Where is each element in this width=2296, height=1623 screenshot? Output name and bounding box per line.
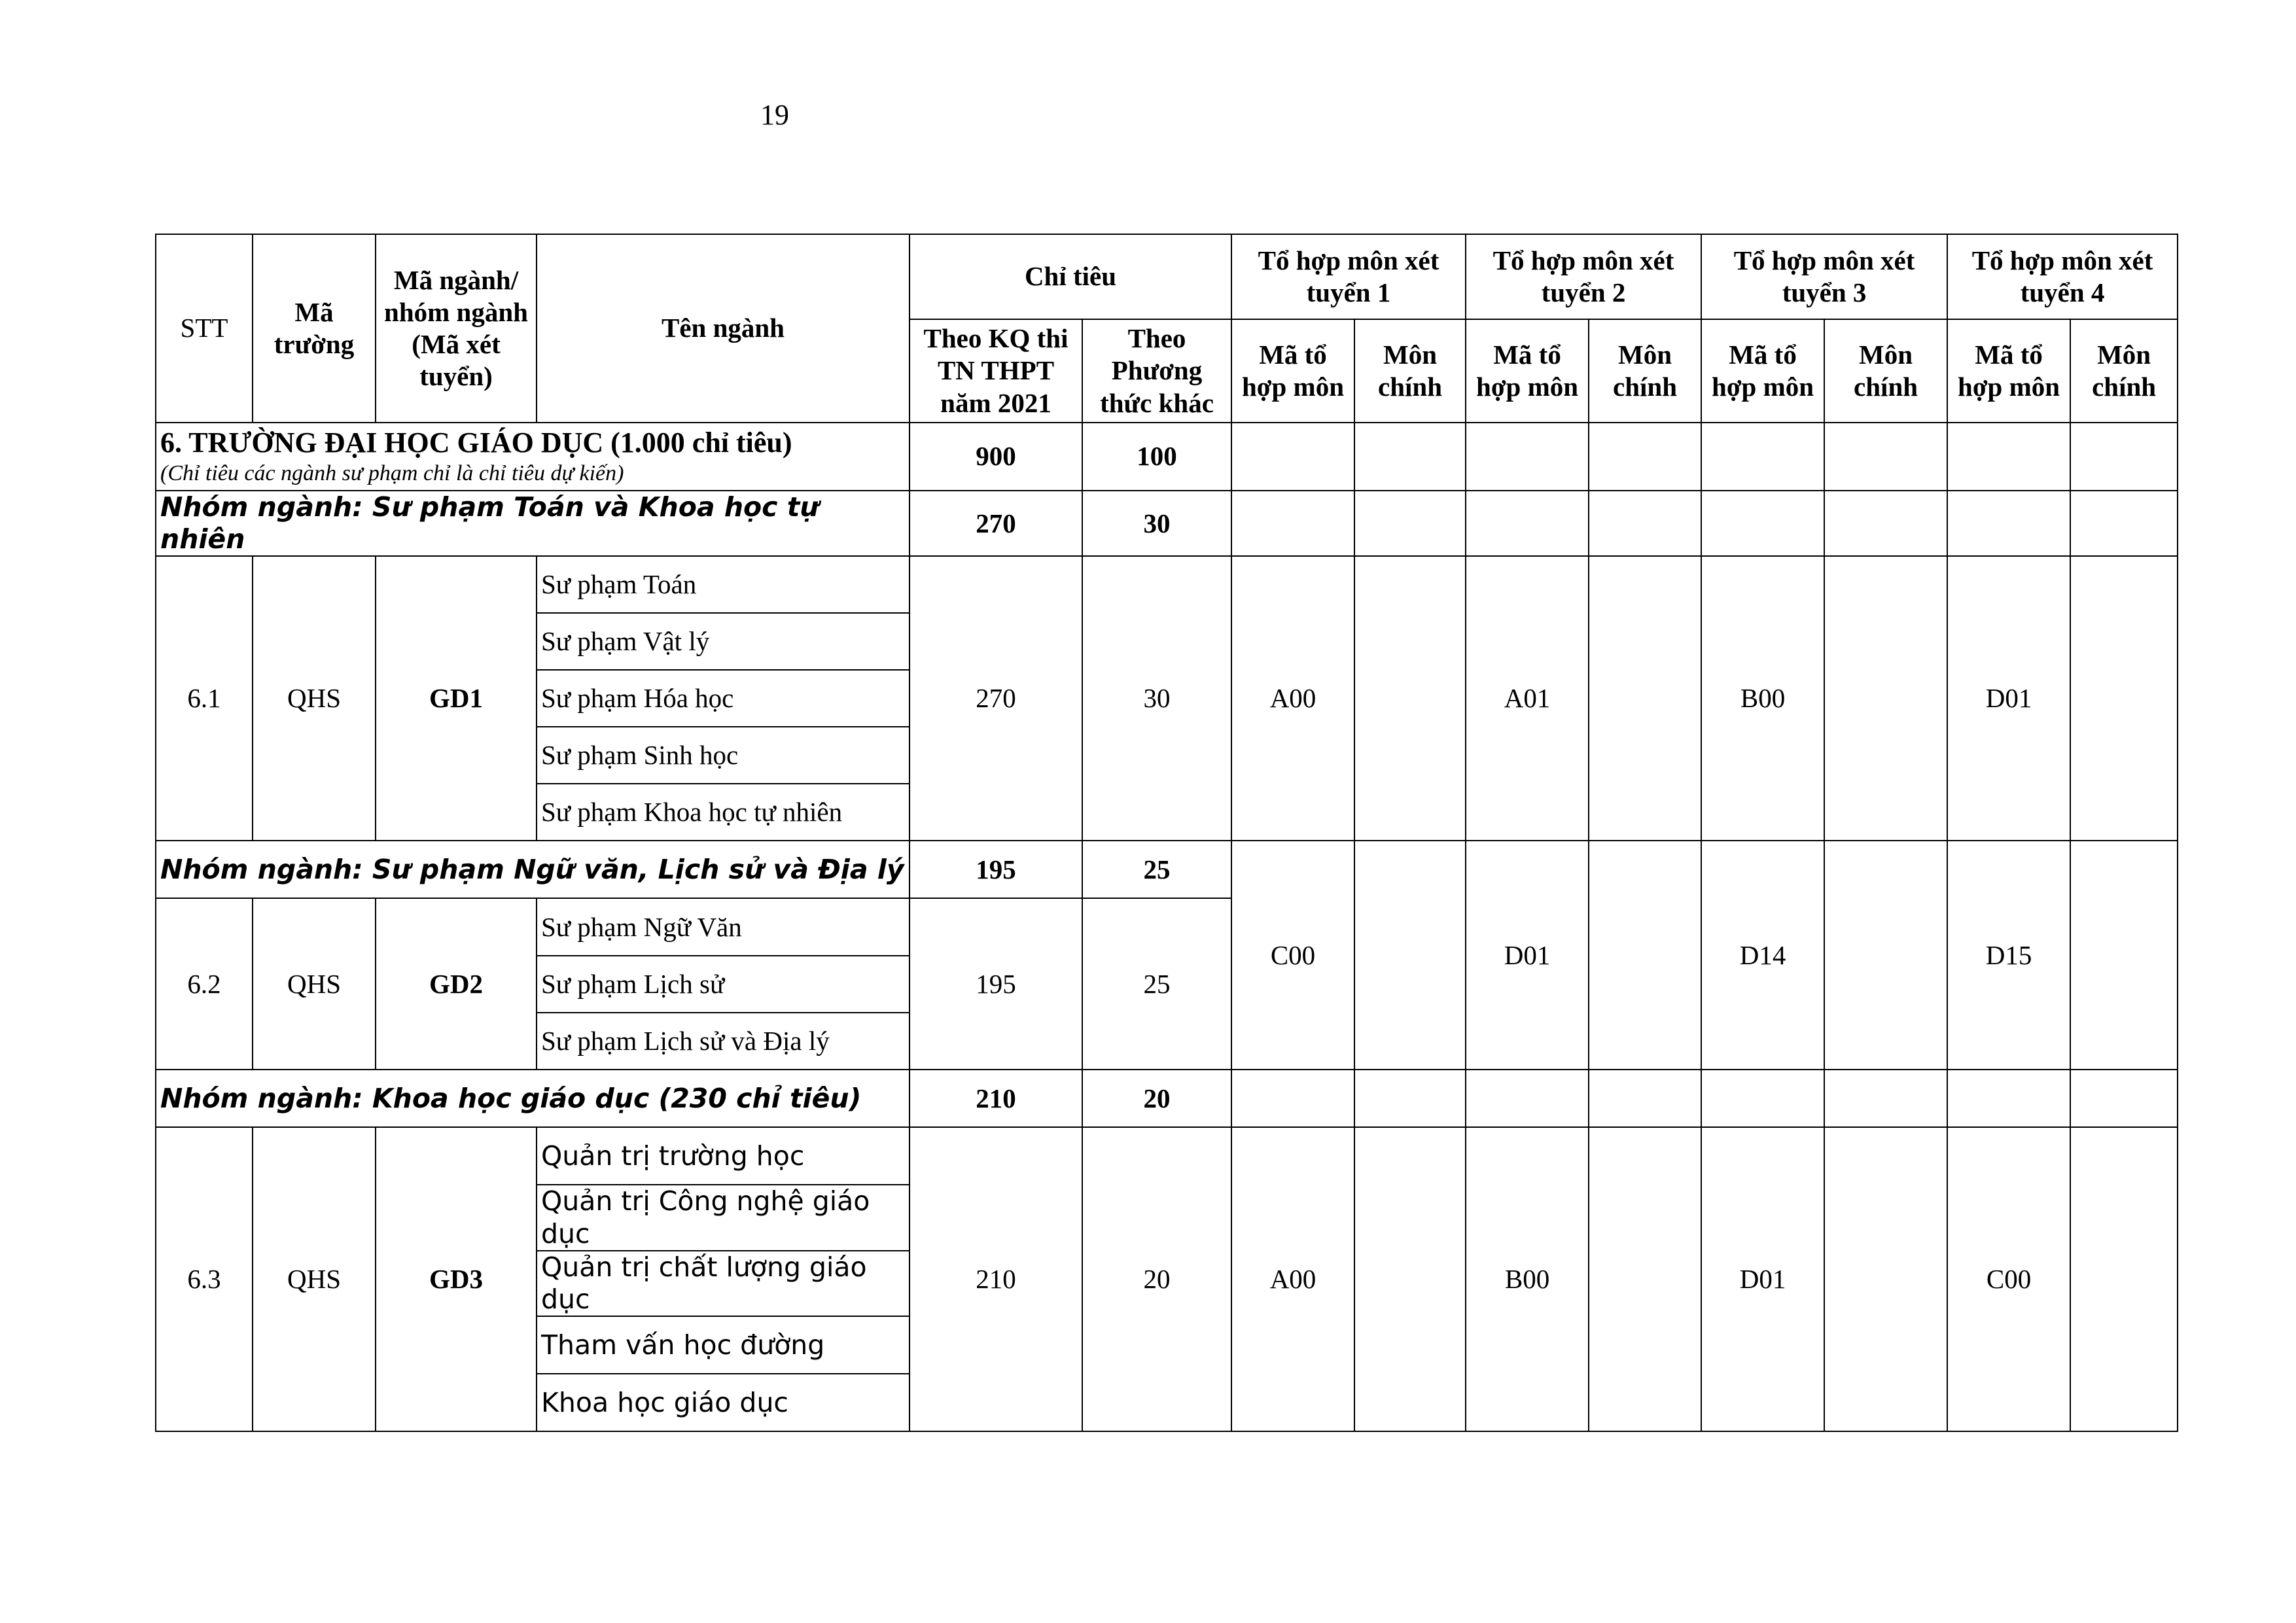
header-chi-tieu: Chỉ tiêu [910,234,1231,319]
group-pt: 20 [1082,1070,1231,1127]
pt-cell: 30 [1082,556,1231,841]
ma-nganh-cell: GD2 [376,898,537,1070]
group-title: Nhóm ngành: Khoa học giáo dục (230 chỉ tiêu) [156,1070,910,1127]
kq-cell: 270 [910,556,1082,841]
header-ma-to-hop-3: Mã tổ hợp môn [1701,319,1824,423]
group-row [156,491,2178,556]
ma-nganh-cell: GD1 [376,556,537,841]
section-row [156,423,2178,491]
header-to-hop-2: Tổ hợp môn xét tuyển 2 [1466,234,1701,319]
group-title: Nhóm ngành: Sư phạm Ngữ văn, Lịch sử và Địa lý [156,841,910,898]
header-mon-chinh-4: Môn chính [2070,319,2178,423]
section-subtitle: (Chỉ tiêu các ngành sư phạm chỉ là chỉ tiêu dự kiến) [160,461,624,485]
header-mon-chinh-1: Môn chính [1354,319,1466,423]
group-pt: 25 [1082,841,1231,898]
table-row [156,1127,2178,1185]
major-name: Sư phạm Khoa học tự nhiên [537,784,910,841]
kq-cell: 210 [910,1127,1082,1431]
pt-cell: 25 [1082,898,1231,1070]
group-title: Nhóm ngành: Sư phạm Toán và Khoa học tự nhiên [156,491,910,556]
ma-truong-cell: QHS [253,1127,376,1431]
section-title-cell [156,423,910,491]
major-name: Sư phạm Lịch sử [537,956,910,1013]
header-ma-to-hop-2: Mã tổ hợp môn [1466,319,1589,423]
stt-cell: 6.2 [156,898,253,1070]
combo-2: D01 [1466,841,1589,1070]
header-stt: STT [156,234,253,423]
major-name: Sư phạm Sinh học [537,727,910,784]
ma-truong-cell: QHS [253,556,376,841]
section-pt: 100 [1082,423,1231,491]
major-name: Tham vấn học đường [537,1316,910,1374]
section-kq: 900 [910,423,1082,491]
group-pt: 30 [1082,491,1231,556]
major-name: Sư phạm Lịch sử và Địa lý [537,1013,910,1070]
header-ten-nganh: Tên ngành [537,234,910,423]
stt-cell: 6.1 [156,556,253,841]
major-name: Khoa học giáo dục [537,1374,910,1431]
page-number: 19 [760,99,789,131]
combo-4: C00 [1947,1127,2070,1431]
header-theo-kq: Theo KQ thi TN THPT năm 2021 [910,319,1082,423]
header-theo-pt: Theo Phương thức khác [1082,319,1231,423]
header-mon-chinh-3: Môn chính [1824,319,1947,423]
group-kq: 270 [910,491,1082,556]
header-to-hop-1: Tổ hợp môn xét tuyển 1 [1231,234,1466,319]
group-kq: 210 [910,1070,1082,1127]
header-ma-nganh: Mã ngành/ nhóm ngành (Mã xét tuyển) [376,234,537,423]
combo-1: C00 [1231,841,1354,1070]
combo-2: B00 [1466,1127,1589,1431]
combo-3: B00 [1701,556,1824,841]
admissions-table [155,234,2178,1432]
header-ma-to-hop-4: Mã tổ hợp môn [1947,319,2070,423]
major-name: Quản trị chất lượng giáo dục [537,1251,910,1316]
header-row-1 [156,234,2178,319]
group-kq: 195 [910,841,1082,898]
ma-truong-cell: QHS [253,898,376,1070]
major-name: Quản trị trường học [537,1127,910,1185]
combo-3: D14 [1701,841,1824,1070]
group-row [156,841,2178,898]
group-row [156,1070,2178,1127]
section-title: 6. TRƯỜNG ĐẠI HỌC GIÁO DỤC (1.000 chỉ tiêu) [160,427,792,459]
stt-cell: 6.3 [156,1127,253,1431]
combo-1: A00 [1231,556,1354,841]
major-name: Sư phạm Hóa học [537,670,910,727]
header-to-hop-3: Tổ hợp môn xét tuyển 3 [1701,234,1947,319]
combo-3: D01 [1701,1127,1824,1431]
combo-2: A01 [1466,556,1589,841]
pt-cell: 20 [1082,1127,1231,1431]
major-name: Quản trị Công nghệ giáo dục [537,1185,910,1250]
header-ma-to-hop-1: Mã tổ hợp môn [1231,319,1354,423]
header-mon-chinh-2: Môn chính [1589,319,1701,423]
table-row [156,556,2178,613]
header-ma-truong: Mã trường [253,234,376,423]
major-name: Sư phạm Vật lý [537,613,910,670]
major-name: Sư phạm Ngữ Văn [537,898,910,956]
combo-1: A00 [1231,1127,1354,1431]
combo-4: D15 [1947,841,2070,1070]
kq-cell: 195 [910,898,1082,1070]
major-name: Sư phạm Toán [537,556,910,613]
ma-nganh-cell: GD3 [376,1127,537,1431]
combo-4: D01 [1947,556,2070,841]
header-to-hop-4: Tổ hợp môn xét tuyển 4 [1947,234,2178,319]
